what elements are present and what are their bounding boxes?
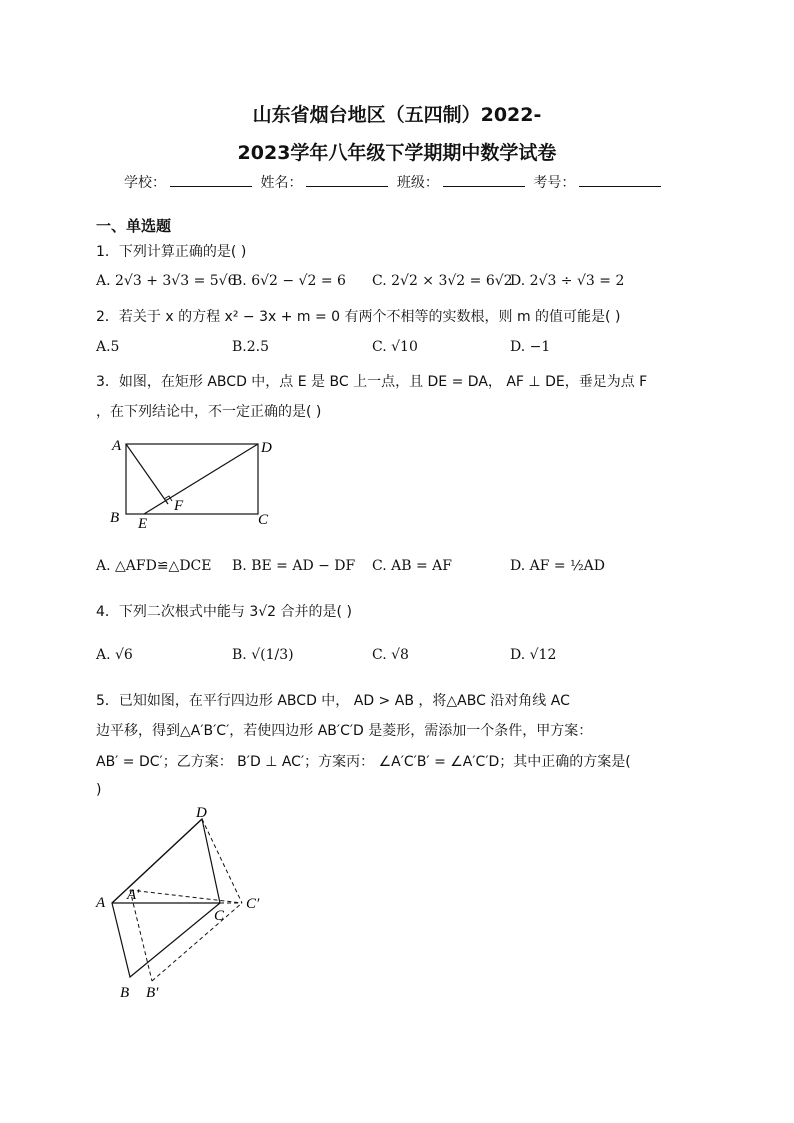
q2-option-b[interactable]: B.2.5 (232, 339, 270, 355)
question-1-stem: 1．下列计算正确的是( ) (96, 244, 247, 260)
fig1-label-c: C (258, 512, 269, 528)
fig1-label-e: E (138, 516, 148, 532)
fig1-label-a: A (112, 438, 122, 454)
q2-option-c[interactable]: C. √10 (372, 339, 418, 355)
exam-no-blank[interactable] (579, 174, 661, 187)
q4-option-c[interactable]: C. √8 (372, 647, 409, 663)
q4-option-d[interactable]: D. √12 (510, 647, 557, 663)
question-5-stem-2: 边平移，得到△A′B′C′，若使四边形 AB′C′D 是菱形，需添加一个条件，甲方案： (96, 723, 593, 739)
question-2-stem: 2．若关于 x 的方程 x² − 3x + m = 0 有两个不相等的实数根，则 m 的值可能是( ) (96, 309, 621, 325)
school-label: 学校： (124, 175, 166, 191)
fig2-label-a-prime: A′ (127, 887, 140, 903)
fig1-label-f: F (174, 498, 184, 514)
q2-option-a[interactable]: A.5 (96, 339, 120, 355)
question-5-stem: 5．已知如图，在平行四边形 ABCD 中， AD > AB ，将△ABC 沿对角线 AC (96, 693, 570, 709)
q1-option-c[interactable]: C. 2√2 × 3√2 = 6√2 (372, 273, 513, 289)
fig2-label-c: C (214, 908, 225, 924)
question-5-stem-4: ) (96, 782, 102, 798)
question-4-stem: 4．下列二次根式中能与 3√2 合并的是( ) (96, 604, 352, 620)
q3-option-a[interactable]: A. △AFD≌△DCE (96, 558, 212, 574)
name-blank[interactable] (306, 174, 388, 187)
fig2-label-c-prime: C′ (246, 896, 260, 912)
exam-no-label: 考号： (533, 175, 576, 191)
q3-option-c[interactable]: C. AB = AF (372, 558, 452, 574)
question-3-stem: 3．如图，在矩形 ABCD 中，点 E 是 BC 上一点，且 DE = DA， AF ⊥ DE，垂足为点 F (96, 374, 648, 390)
name-label: 姓名： (260, 175, 303, 191)
question-3-stem-cont: ，在下列结论中，不一定正确的是( ) (96, 404, 322, 420)
parallelogram-figure (90, 805, 290, 1005)
q4-option-b[interactable]: B. √(1/3) (232, 647, 294, 663)
info-line (124, 172, 665, 192)
exam-title-line1: 山东省烟台地区（五四制）2022- (252, 104, 542, 126)
class-blank[interactable] (443, 174, 525, 187)
rectangle-figure (100, 432, 290, 532)
school-blank[interactable] (170, 174, 252, 187)
class-label: 班级： (396, 175, 439, 191)
q4-option-a[interactable]: A. √6 (96, 647, 133, 663)
question-5-stem-3: AB′ = DC′；乙方案： B′D ⊥ AC′；方案丙： ∠A′C′B′ = ∠A′C′D；其中正确的方案是( (96, 754, 631, 770)
q3-option-d[interactable]: D. AF = ½AD (510, 558, 605, 574)
fig2-label-d: D (196, 805, 207, 821)
q2-option-d[interactable]: D. −1 (510, 339, 551, 355)
fig2-label-b: B (120, 985, 130, 1001)
fig2-label-a: A (96, 895, 106, 911)
fig1-label-b: B (110, 510, 120, 526)
q1-option-d[interactable]: D. 2√3 ÷ √3 = 2 (510, 273, 625, 289)
q1-option-b[interactable]: B. 6√2 − √2 = 6 (232, 273, 346, 289)
exam-title-line2: 2023学年八年级下学期期中数学试卷 (237, 142, 557, 164)
q3-option-b[interactable]: B. BE = AD − DF (232, 558, 356, 574)
q1-option-a[interactable]: A. 2√3 + 3√3 = 5√6 (96, 273, 237, 289)
fig2-label-b-prime: B′ (146, 985, 159, 1001)
fig1-label-d: D (261, 440, 272, 456)
section-heading: 一、单选题 (96, 217, 172, 235)
